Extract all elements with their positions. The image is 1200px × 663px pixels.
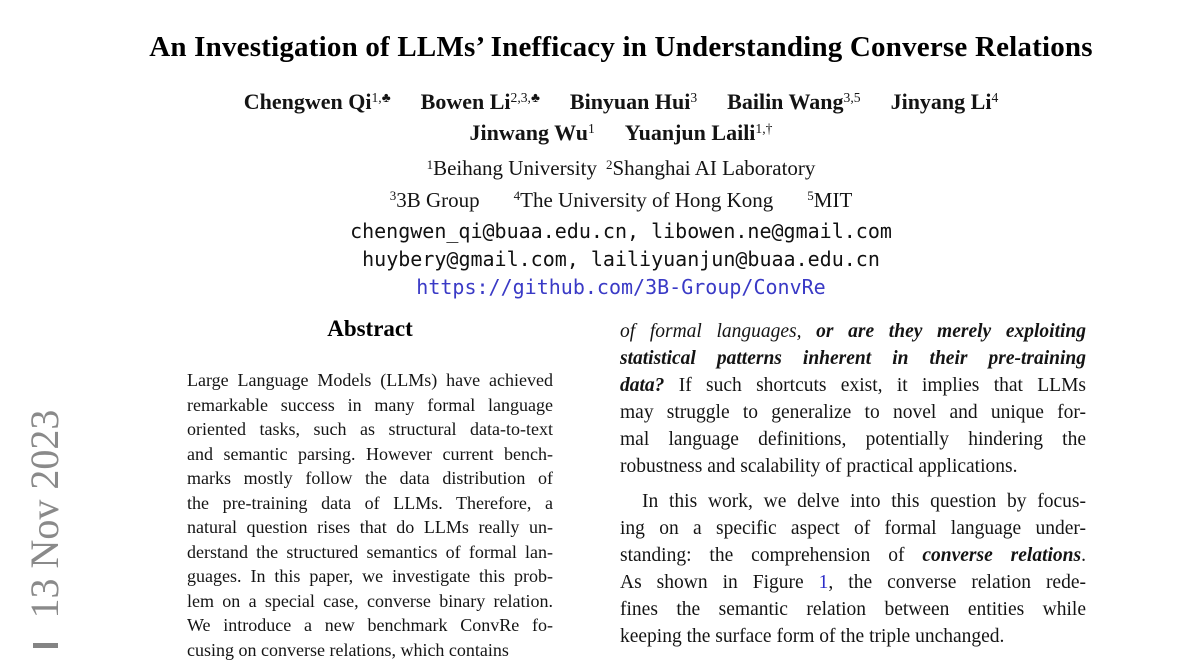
affiliation-superscript: 4 <box>513 188 521 203</box>
author-superscript: 1,♣ <box>371 90 391 106</box>
affiliation-superscript: 2 <box>605 156 613 172</box>
text-line <box>620 569 1086 596</box>
author-row <box>42 119 1200 150</box>
author-name: Yuanjun Laili <box>624 120 756 145</box>
author <box>470 120 595 145</box>
text-segment: If such shortcuts exist, it implies that LLMs <box>664 375 1086 397</box>
author-name: Bailin Wang <box>727 89 844 114</box>
affiliation-name: Beihang University <box>433 156 597 180</box>
affiliation-name: MIT <box>813 187 853 212</box>
author-name: Chengwen Qi <box>243 89 372 114</box>
text-segment: standing: the comprehension of <box>620 544 923 566</box>
author-name: Bowen Li <box>420 89 511 114</box>
text-segment: robustness and scalability of practical applications. <box>620 456 1018 478</box>
abstract-line: marks mostly follow the data distribution of <box>187 468 553 489</box>
body-column-right <box>620 318 1086 650</box>
affiliation <box>427 156 597 180</box>
author <box>244 89 391 114</box>
affiliation <box>390 188 480 212</box>
abstract-line: derstand the structured semantics of formal lan- <box>187 541 553 562</box>
text-segment: statistical patterns inherent in their pre-training <box>620 348 1086 370</box>
text-line <box>620 318 1086 345</box>
affiliation-superscript: 5 <box>807 188 814 203</box>
affiliations-block <box>42 154 1200 217</box>
abstract-line: oriented tasks, such as structural data-to-text <box>187 419 553 440</box>
affiliation <box>807 188 852 212</box>
text-segment: . <box>1081 544 1086 566</box>
author-superscript: 3,5 <box>843 90 861 106</box>
affiliation-name: Shanghai AI Laboratory <box>612 156 816 180</box>
affiliation-row <box>42 186 1200 218</box>
email-line: huybery@gmail.com, lailiyuanjun@buaa.edu.cn <box>362 247 880 271</box>
affiliation <box>514 188 774 212</box>
arxiv-watermark-fragment <box>33 643 58 648</box>
text-segment: In this work, we delve into this question by focus- <box>642 490 1086 512</box>
text-line <box>620 345 1086 372</box>
paper-title: An Investigation of LLMs’ Inefficacy in Understanding Converse Relations <box>149 31 1093 63</box>
figure-ref-link[interactable]: 1 <box>818 571 829 593</box>
abstract-heading: Abstract <box>327 316 413 341</box>
author-superscript: 4 <box>991 90 999 106</box>
text-segment: data? <box>620 375 665 397</box>
text-segment: fines the semantic relation between entities while <box>620 598 1086 620</box>
affiliation-superscript: 3 <box>389 188 397 203</box>
abstract-line: cusing on converse relations, which contains <box>187 640 509 661</box>
author-superscript: 2,3,♣ <box>510 90 540 106</box>
text-segment: mal language definitions, potentially hindering the <box>620 429 1086 451</box>
repo-link[interactable]: https://github.com/3B-Group/ConvRe <box>416 275 826 299</box>
author <box>570 89 697 114</box>
author-name: Jinyang Li <box>890 89 992 114</box>
text-line <box>620 372 1086 399</box>
text-segment: ing on a specific aspect of formal language under- <box>620 517 1086 539</box>
text-line <box>620 453 1086 480</box>
text-line <box>620 596 1086 623</box>
abstract-line: natural question rises that do LLMs really un- <box>187 517 553 538</box>
text-line <box>620 542 1086 569</box>
text-segment: of formal languages, <box>620 321 817 342</box>
text-segment: As shown in Figure <box>620 571 819 593</box>
paper-header <box>42 30 1200 304</box>
abstract-line: We introduce a new benchmark ConvRe fo- <box>187 615 553 636</box>
text-segment: keeping the surface form of the triple unchanged. <box>620 626 1005 648</box>
author <box>421 89 540 114</box>
text-line <box>620 515 1086 542</box>
author-name: Binyuan Hui <box>569 89 691 114</box>
abstract-line: Large Language Models (LLMs) have achieved <box>187 370 553 390</box>
authors-block <box>42 88 1200 150</box>
abstract-line: remarkable success in many formal language <box>187 394 553 415</box>
text-segment: may struggle to generalize to novel and unique for- <box>620 402 1086 424</box>
arxiv-watermark: 13 Nov 2023 <box>22 409 67 619</box>
text-line <box>620 426 1086 453</box>
text-segment: converse relations <box>922 544 1082 566</box>
author <box>891 89 999 114</box>
text-segment: or are they merely exploiting <box>816 321 1086 342</box>
affiliation-superscript: 1 <box>426 156 434 172</box>
emails-block <box>42 217 1200 273</box>
abstract-line: the pre-training data of LLMs. Therefore, a <box>187 492 553 513</box>
abstract-line: lem on a special case, converse binary relation. <box>187 590 553 611</box>
text-segment: , the converse relation rede- <box>828 571 1086 593</box>
affiliation-name: The University of Hong Kong <box>520 187 774 212</box>
text-line <box>620 488 1086 515</box>
author <box>625 120 773 145</box>
paragraph <box>620 488 1086 651</box>
text-line <box>620 399 1086 426</box>
affiliation <box>606 156 815 180</box>
author <box>727 89 860 114</box>
text-line <box>620 623 1086 650</box>
affiliation-row <box>42 154 1200 186</box>
author-superscript: 1 <box>587 121 595 137</box>
author-name: Jinwang Wu <box>469 120 588 145</box>
affiliation-name: 3B Group <box>396 187 480 212</box>
author-superscript: 3 <box>690 90 698 106</box>
author-superscript: 1,† <box>755 121 773 137</box>
abstract-column <box>187 316 553 663</box>
repo-link-line <box>42 273 1200 304</box>
abstract-line: guages. In this paper, we investigate this prob- <box>187 566 553 587</box>
email-line: chengwen_qi@buaa.edu.cn, libowen.ne@gmail.com <box>350 219 892 243</box>
abstract-text <box>187 368 553 663</box>
author-row <box>42 88 1200 119</box>
abstract-line: and semantic parsing. However current bench- <box>187 443 553 464</box>
paragraph <box>620 318 1086 481</box>
